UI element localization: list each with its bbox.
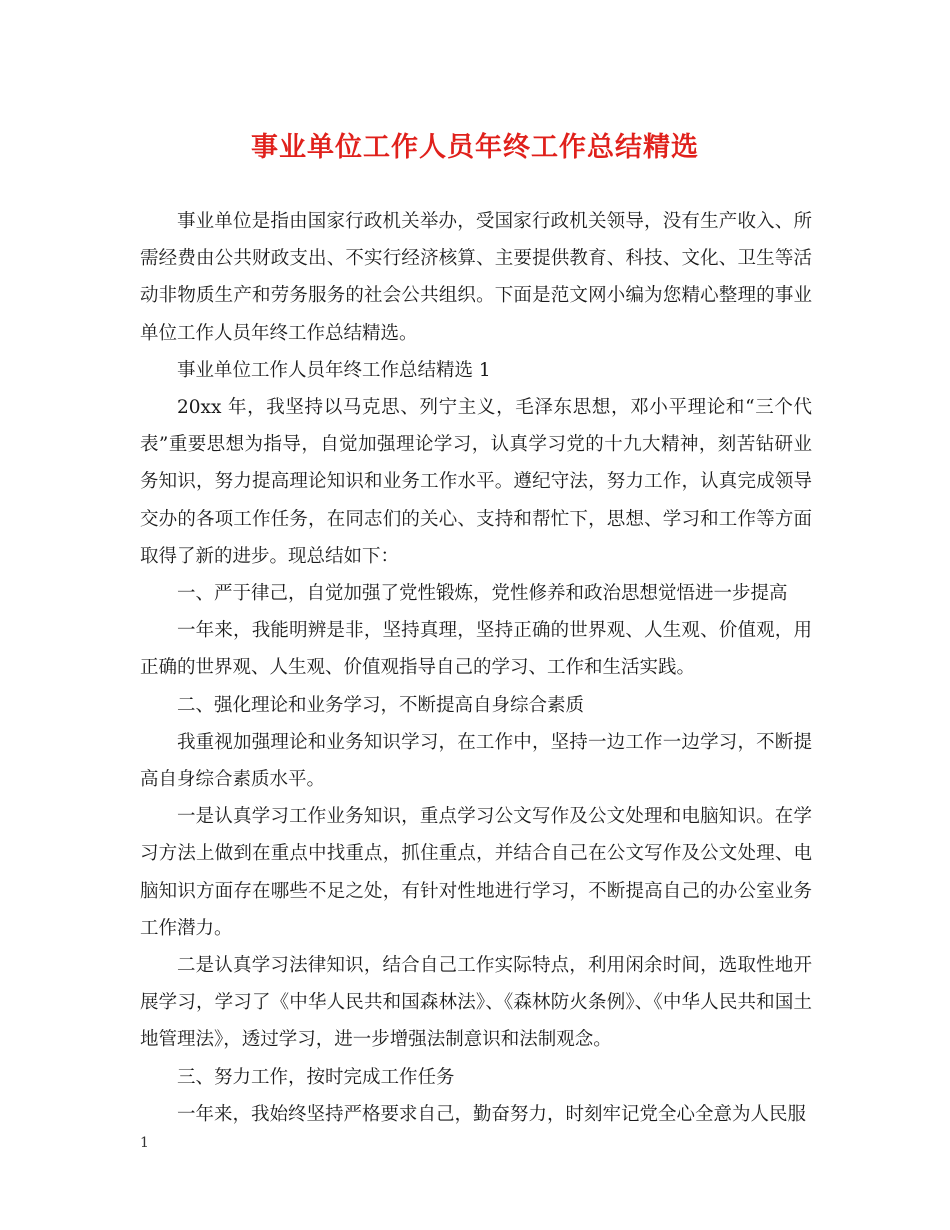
section-heading-1: 事业单位工作人员年终工作总结精选 1 bbox=[177, 359, 491, 381]
body-paragraph: 一年来，我始终坚持严格要求自己，勤奋努力，时刻牢记党全心全意为人民服 bbox=[177, 1103, 807, 1125]
document-body bbox=[140, 203, 812, 1133]
document-title: 事业单位工作人员年终工作总结精选 bbox=[251, 132, 699, 163]
subheading-3: 三、努力工作，按时完成工作任务 bbox=[177, 1066, 455, 1088]
body-paragraph: 二是认真学习法律知识，结合自己工作实际特点，利用闲余时间，选取性地开展学习，学习了《中华人民共和国森林法》、《森林防火条例》、《中华人民共和国土地管理法》，透过学习，进一步增强法制意识和法制观念。 bbox=[140, 955, 812, 1051]
body-paragraph: 20xx 年，我坚持以马克思、列宁主义，毛泽东思想，邓小平理论和“三个代表”重要思想为指导，自觉加强理论学习，认真学习党的十九大精神，刻苦钻研业务知识，努力提高理论知识和业务工作水平。遵纪守法，努力工作，认真完成领导交办的各项工作任务，在同志们的关心、支持和帮忙下，思想、学习和工作等方面取得了新的进步。现总结如下： bbox=[140, 397, 812, 567]
subheading-1: 一、严于律己，自觉加强了党性锻炼，党性修养和政治思想觉悟进一步提高 bbox=[177, 583, 788, 605]
subheading-2: 二、强化理论和业务学习，不断提高自身综合素质 bbox=[177, 694, 585, 716]
intro-paragraph: 事业单位是指由国家行政机关举办，受国家行政机关领导，没有生产收入、所需经费由公共财政支出、不实行经济核算、主要提供教育、科技、文化、卫生等活动非物质生产和劳务服务的社会公共组织。下面是范文网小编为您精心整理的事业单位工作人员年终工作总结精选。 bbox=[140, 211, 812, 344]
body-paragraph: 我重视加强理论和业务知识学习，在工作中，坚持一边工作一边学习，不断提高自身综合素质水平。 bbox=[140, 731, 812, 791]
body-paragraph: 一是认真学习工作业务知识，重点学习公文写作及公文处理和电脑知识。在学习方法上做到在重点中找重点，抓住重点，并结合自己在公文写作及公文处理、电脑知识方面存在哪些不足之处，有针对性地进行学习，不断提高自己的办公室业务工作潜力。 bbox=[140, 806, 812, 939]
body-paragraph: 一年来，我能明辨是非，坚持真理，坚持正确的世界观、人生观、价值观，用正确的世界观、人生观、价值观指导自己的学习、工作和生活实践。 bbox=[140, 620, 812, 679]
page-number: 1 bbox=[140, 1135, 149, 1151]
